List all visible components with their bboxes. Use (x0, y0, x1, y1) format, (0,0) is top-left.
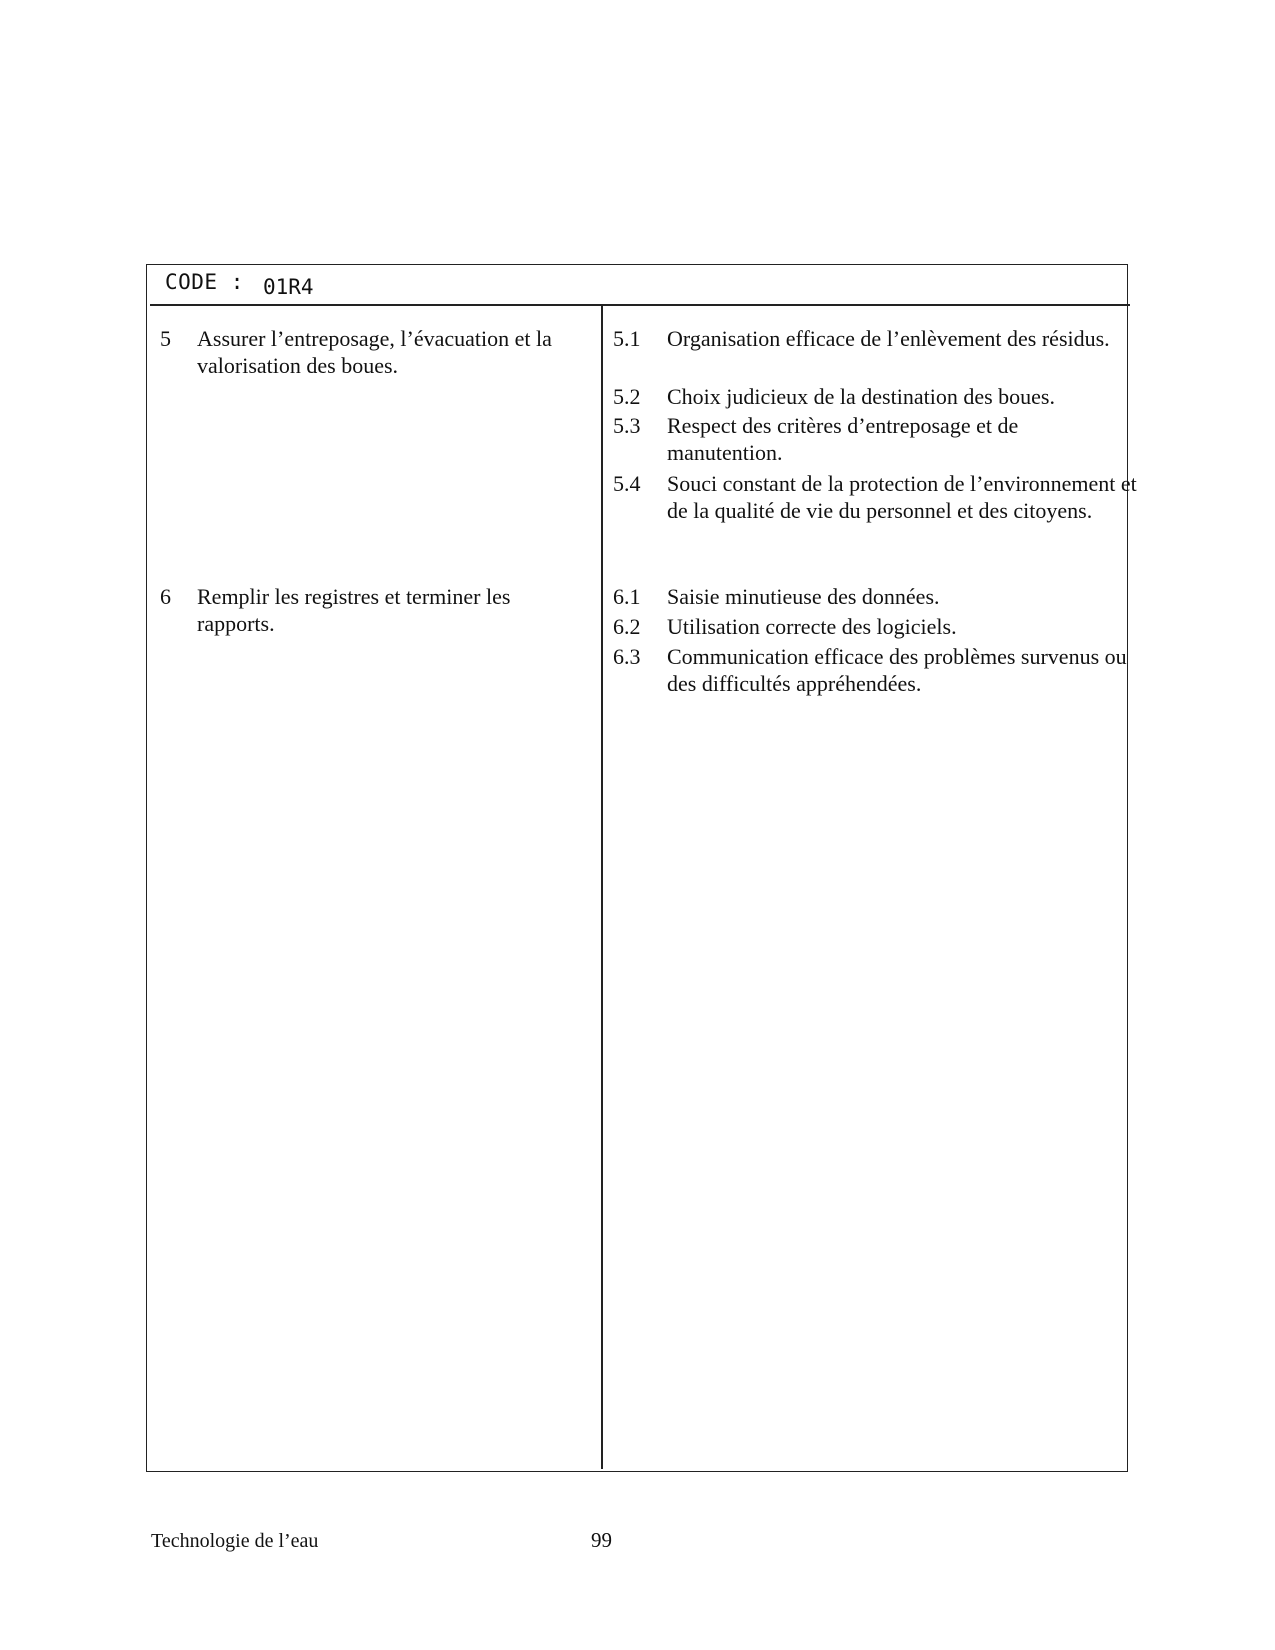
competence-number: 6 (160, 584, 171, 609)
competence-text: Remplir les registres et terminer les rapports. (197, 584, 511, 636)
criterion-text: Souci constant de la protection de l’environnement et de la qualité de vie du personnel et des citoyens. (667, 471, 1137, 523)
criterion-text: Saisie minutieuse des données. (667, 584, 940, 609)
criterion-text: Respect des critères d’entreposage et de manutention. (667, 413, 1019, 465)
criterion-number: 5.4 (613, 471, 641, 496)
criterion-number: 6.3 (613, 644, 641, 669)
criterion-number: 5.2 (613, 384, 641, 409)
header-divider (150, 304, 1130, 306)
page-number: 99 (591, 1528, 612, 1552)
criterion-number: 6.2 (613, 614, 641, 639)
criterion-number: 6.1 (613, 584, 641, 609)
column-divider (601, 305, 603, 1469)
code-value: 01R4 (263, 275, 314, 299)
criterion-text: Choix judicieux de la destination des boues. (667, 384, 1055, 409)
competence-number: 5 (160, 326, 171, 351)
criterion-number: 5.1 (613, 326, 641, 351)
code-label: CODE : (165, 270, 244, 294)
competence-text: Assurer l’entreposage, l’évacuation et la valorisation des boues. (197, 326, 552, 378)
footer-document-title: Technologie de l’eau (151, 1530, 319, 1552)
criterion-text: Communication efficace des problèmes survenus ou des difficultés appréhendées. (667, 644, 1127, 696)
criterion-text: Organisation efficace de l’enlèvement des résidus. (667, 326, 1110, 351)
criterion-text: Utilisation correcte des logiciels. (667, 614, 957, 639)
criterion-number: 5.3 (613, 413, 641, 438)
